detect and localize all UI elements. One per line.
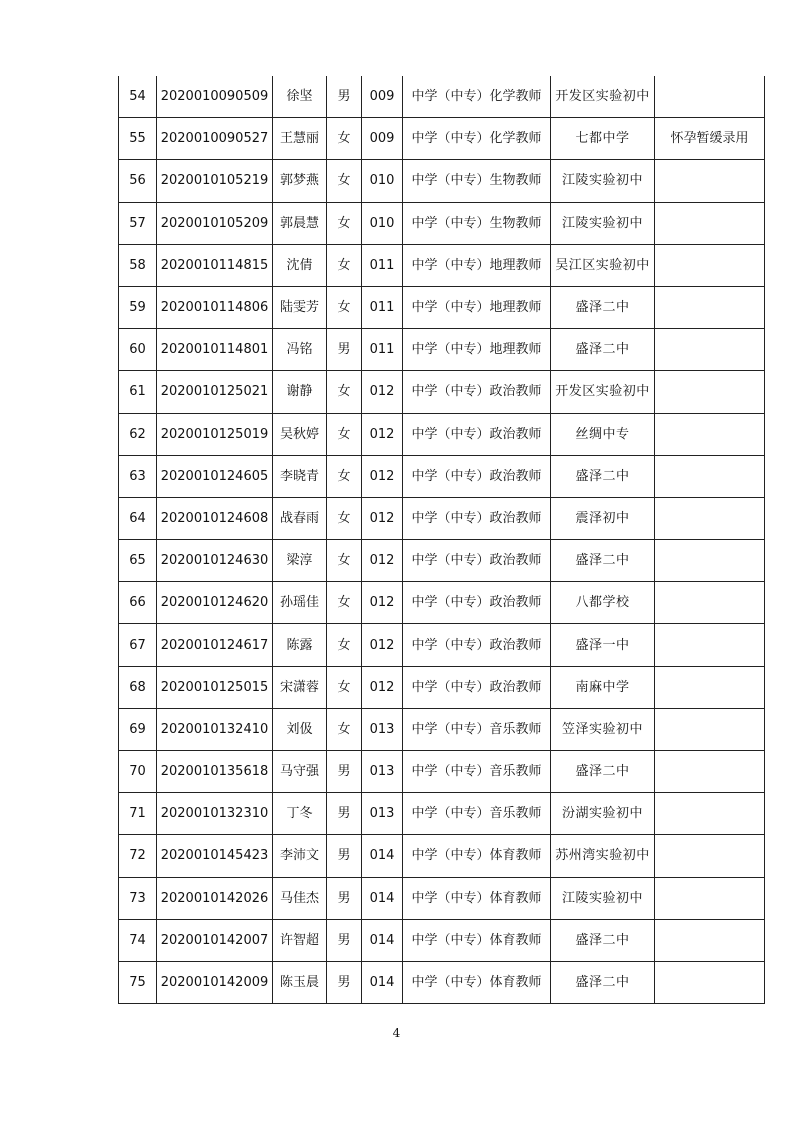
name-cell: 马佳杰 (273, 877, 327, 919)
gender-cell: 男 (327, 76, 362, 118)
name-cell: 许智超 (273, 919, 327, 961)
exam-id-cell: 2020010142009 (157, 961, 273, 1003)
position-code-cell: 010 (362, 160, 403, 202)
school-cell: 汾湖实验初中 (551, 793, 655, 835)
row-number-cell: 55 (119, 118, 157, 160)
name-cell: 陈玉晨 (273, 961, 327, 1003)
row-number-cell: 72 (119, 835, 157, 877)
school-cell: 盛泽二中 (551, 286, 655, 328)
table-row (119, 961, 765, 1003)
row-number-cell: 63 (119, 455, 157, 497)
table-row (119, 708, 765, 750)
note-cell (655, 371, 765, 413)
table-row (119, 244, 765, 286)
exam-id-cell: 2020010125021 (157, 371, 273, 413)
school-cell: 盛泽二中 (551, 751, 655, 793)
gender-cell: 女 (327, 371, 362, 413)
row-number-cell: 56 (119, 160, 157, 202)
name-cell: 沈倩 (273, 244, 327, 286)
exam-id-cell: 2020010090527 (157, 118, 273, 160)
row-number-cell: 65 (119, 540, 157, 582)
note-cell (655, 455, 765, 497)
exam-id-cell: 2020010114806 (157, 286, 273, 328)
school-cell: 七都中学 (551, 118, 655, 160)
exam-id-cell: 2020010114801 (157, 329, 273, 371)
note-cell (655, 919, 765, 961)
exam-id-cell: 2020010124605 (157, 455, 273, 497)
gender-cell: 男 (327, 751, 362, 793)
note-cell (655, 751, 765, 793)
note-cell (655, 708, 765, 750)
table-row (119, 793, 765, 835)
position-code-cell: 012 (362, 666, 403, 708)
school-cell: 盛泽二中 (551, 329, 655, 371)
position-code-cell: 012 (362, 582, 403, 624)
position-code-cell: 011 (362, 329, 403, 371)
roster-body (119, 76, 765, 1004)
table-row (119, 286, 765, 328)
position-code-cell: 013 (362, 708, 403, 750)
name-cell: 丁冬 (273, 793, 327, 835)
position-code-cell: 012 (362, 371, 403, 413)
exam-id-cell: 2020010124620 (157, 582, 273, 624)
note-cell (655, 666, 765, 708)
note-cell (655, 624, 765, 666)
position-cell: 中学（中专）音乐教师 (403, 708, 551, 750)
school-cell: 江陵实验初中 (551, 202, 655, 244)
table-row (119, 497, 765, 539)
position-code-cell: 012 (362, 413, 403, 455)
school-cell: 开发区实验初中 (551, 371, 655, 413)
exam-id-cell: 2020010124608 (157, 497, 273, 539)
name-cell: 郭晨慧 (273, 202, 327, 244)
note-cell (655, 582, 765, 624)
note-cell (655, 244, 765, 286)
name-cell: 李晓青 (273, 455, 327, 497)
row-number-cell: 70 (119, 751, 157, 793)
school-cell: 丝绸中专 (551, 413, 655, 455)
name-cell: 陈露 (273, 624, 327, 666)
gender-cell: 女 (327, 497, 362, 539)
table-row (119, 751, 765, 793)
school-cell: 盛泽二中 (551, 540, 655, 582)
roster-table (118, 76, 765, 1004)
position-cell: 中学（中专）体育教师 (403, 877, 551, 919)
position-cell: 中学（中专）政治教师 (403, 666, 551, 708)
table-row (119, 455, 765, 497)
gender-cell: 女 (327, 244, 362, 286)
note-cell (655, 202, 765, 244)
name-cell: 梁淳 (273, 540, 327, 582)
name-cell: 李沛文 (273, 835, 327, 877)
note-cell (655, 793, 765, 835)
school-cell: 盛泽二中 (551, 455, 655, 497)
row-number-cell: 58 (119, 244, 157, 286)
table-row (119, 666, 765, 708)
position-cell: 中学（中专）政治教师 (403, 371, 551, 413)
exam-id-cell: 2020010132410 (157, 708, 273, 750)
exam-id-cell: 2020010142007 (157, 919, 273, 961)
gender-cell: 女 (327, 624, 362, 666)
name-cell: 孙瑶佳 (273, 582, 327, 624)
name-cell: 陆雯芳 (273, 286, 327, 328)
name-cell: 战春雨 (273, 497, 327, 539)
gender-cell: 男 (327, 793, 362, 835)
row-number-cell: 68 (119, 666, 157, 708)
exam-id-cell: 2020010105219 (157, 160, 273, 202)
position-code-cell: 010 (362, 202, 403, 244)
name-cell: 刘伋 (273, 708, 327, 750)
row-number-cell: 74 (119, 919, 157, 961)
gender-cell: 男 (327, 877, 362, 919)
position-code-cell: 014 (362, 835, 403, 877)
table-row (119, 160, 765, 202)
row-number-cell: 73 (119, 877, 157, 919)
position-code-cell: 013 (362, 751, 403, 793)
school-cell: 震泽初中 (551, 497, 655, 539)
position-code-cell: 014 (362, 919, 403, 961)
position-cell: 中学（中专）地理教师 (403, 286, 551, 328)
gender-cell: 女 (327, 666, 362, 708)
table-row (119, 624, 765, 666)
table-row (119, 877, 765, 919)
gender-cell: 男 (327, 835, 362, 877)
position-code-cell: 012 (362, 497, 403, 539)
row-number-cell: 64 (119, 497, 157, 539)
position-code-cell: 011 (362, 286, 403, 328)
position-cell: 中学（中专）体育教师 (403, 961, 551, 1003)
exam-id-cell: 2020010125019 (157, 413, 273, 455)
note-cell (655, 540, 765, 582)
name-cell: 郭梦燕 (273, 160, 327, 202)
row-number-cell: 61 (119, 371, 157, 413)
exam-id-cell: 2020010142026 (157, 877, 273, 919)
position-code-cell: 012 (362, 540, 403, 582)
school-cell: 江陵实验初中 (551, 160, 655, 202)
table-row (119, 118, 765, 160)
gender-cell: 女 (327, 540, 362, 582)
gender-cell: 女 (327, 582, 362, 624)
row-number-cell: 57 (119, 202, 157, 244)
note-cell (655, 497, 765, 539)
row-number-cell: 62 (119, 413, 157, 455)
position-cell: 中学（中专）生物教师 (403, 160, 551, 202)
note-cell (655, 286, 765, 328)
exam-id-cell: 2020010125015 (157, 666, 273, 708)
exam-id-cell: 2020010124617 (157, 624, 273, 666)
position-cell: 中学（中专）生物教师 (403, 202, 551, 244)
row-number-cell: 60 (119, 329, 157, 371)
note-cell (655, 877, 765, 919)
row-number-cell: 69 (119, 708, 157, 750)
position-cell: 中学（中专）地理教师 (403, 329, 551, 371)
table-row (119, 413, 765, 455)
position-code-cell: 011 (362, 244, 403, 286)
exam-id-cell: 2020010114815 (157, 244, 273, 286)
position-cell: 中学（中专）地理教师 (403, 244, 551, 286)
position-cell: 中学（中专）政治教师 (403, 497, 551, 539)
row-number-cell: 59 (119, 286, 157, 328)
gender-cell: 女 (327, 708, 362, 750)
school-cell: 江陵实验初中 (551, 877, 655, 919)
school-cell: 盛泽二中 (551, 961, 655, 1003)
table-row (119, 540, 765, 582)
exam-id-cell: 2020010090509 (157, 76, 273, 118)
gender-cell: 男 (327, 919, 362, 961)
name-cell: 谢静 (273, 371, 327, 413)
school-cell: 盛泽二中 (551, 919, 655, 961)
name-cell: 宋潇蓉 (273, 666, 327, 708)
name-cell: 王慧丽 (273, 118, 327, 160)
row-number-cell: 66 (119, 582, 157, 624)
gender-cell: 女 (327, 202, 362, 244)
name-cell: 冯铭 (273, 329, 327, 371)
row-number-cell: 71 (119, 793, 157, 835)
school-cell: 开发区实验初中 (551, 76, 655, 118)
gender-cell: 女 (327, 160, 362, 202)
exam-id-cell: 2020010105209 (157, 202, 273, 244)
position-code-cell: 014 (362, 877, 403, 919)
note-cell (655, 160, 765, 202)
table-row (119, 76, 765, 118)
exam-id-cell: 2020010124630 (157, 540, 273, 582)
school-cell: 吴江区实验初中 (551, 244, 655, 286)
position-cell: 中学（中专）体育教师 (403, 835, 551, 877)
gender-cell: 女 (327, 286, 362, 328)
exam-id-cell: 2020010145423 (157, 835, 273, 877)
row-number-cell: 67 (119, 624, 157, 666)
position-cell: 中学（中专）政治教师 (403, 624, 551, 666)
row-number-cell: 75 (119, 961, 157, 1003)
position-cell: 中学（中专）音乐教师 (403, 793, 551, 835)
school-cell: 南麻中学 (551, 666, 655, 708)
gender-cell: 女 (327, 413, 362, 455)
position-code-cell: 013 (362, 793, 403, 835)
position-cell: 中学（中专）体育教师 (403, 919, 551, 961)
gender-cell: 女 (327, 118, 362, 160)
position-code-cell: 009 (362, 76, 403, 118)
note-cell (655, 961, 765, 1003)
position-cell: 中学（中专）政治教师 (403, 413, 551, 455)
position-cell: 中学（中专）政治教师 (403, 582, 551, 624)
name-cell: 徐坚 (273, 76, 327, 118)
position-code-cell: 009 (362, 118, 403, 160)
position-code-cell: 012 (362, 455, 403, 497)
table-row (119, 202, 765, 244)
school-cell: 八都学校 (551, 582, 655, 624)
school-cell: 盛泽一中 (551, 624, 655, 666)
position-cell: 中学（中专）化学教师 (403, 76, 551, 118)
note-cell (655, 329, 765, 371)
exam-id-cell: 2020010135618 (157, 751, 273, 793)
position-cell: 中学（中专）政治教师 (403, 540, 551, 582)
note-cell (655, 413, 765, 455)
position-code-cell: 012 (362, 624, 403, 666)
table-row (119, 329, 765, 371)
page-number: 4 (392, 1026, 401, 1040)
table-row (119, 371, 765, 413)
exam-id-cell: 2020010132310 (157, 793, 273, 835)
table-row (119, 919, 765, 961)
position-cell: 中学（中专）化学教师 (403, 118, 551, 160)
row-number-cell: 54 (119, 76, 157, 118)
gender-cell: 男 (327, 961, 362, 1003)
note-cell: 怀孕暂缓录用 (655, 118, 765, 160)
name-cell: 马守强 (273, 751, 327, 793)
position-cell: 中学（中专）音乐教师 (403, 751, 551, 793)
gender-cell: 男 (327, 329, 362, 371)
school-cell: 苏州湾实验初中 (551, 835, 655, 877)
note-cell (655, 76, 765, 118)
name-cell: 吴秋婷 (273, 413, 327, 455)
position-cell: 中学（中专）政治教师 (403, 455, 551, 497)
position-code-cell: 014 (362, 961, 403, 1003)
school-cell: 笠泽实验初中 (551, 708, 655, 750)
gender-cell: 女 (327, 455, 362, 497)
note-cell (655, 835, 765, 877)
table-row (119, 835, 765, 877)
table-row (119, 582, 765, 624)
